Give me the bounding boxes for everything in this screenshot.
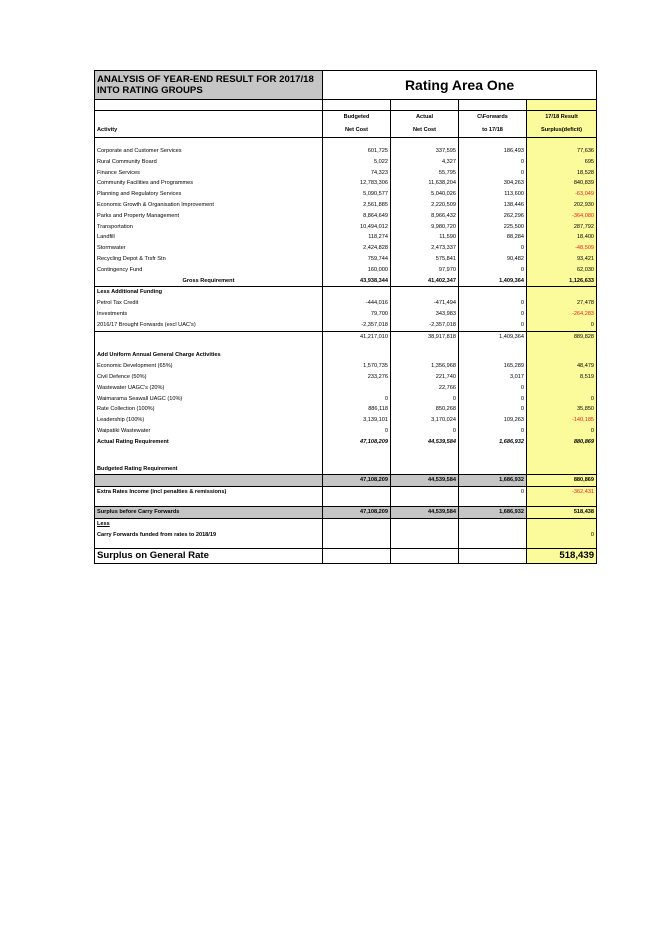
cf-value: 1,686,932 — [459, 437, 527, 448]
actual-value: 0 — [391, 394, 459, 405]
actual-value: 2,220,509 — [391, 200, 459, 211]
result-value: -140,185 — [527, 415, 597, 426]
table-row — [95, 200, 597, 211]
result-value — [527, 518, 597, 529]
table-row — [95, 254, 597, 265]
budget-value: 41,217,010 — [323, 331, 391, 342]
actual-value — [391, 464, 459, 475]
budget-value — [323, 487, 391, 498]
row-label: Surplus before Carry Forwards — [95, 506, 323, 518]
result-value: 840,839 — [527, 178, 597, 189]
result-value: 889,828 — [527, 331, 597, 342]
cf-value: 138,446 — [459, 200, 527, 211]
extra-rates-row — [95, 487, 597, 498]
row-label: Add Uniform Annual General Charge Activities — [95, 350, 323, 361]
actual-value: 11,638,204 — [391, 178, 459, 189]
actual-value: 11,590 — [391, 232, 459, 243]
row-label: Actual Rating Requirement — [95, 437, 323, 448]
result-value: 695 — [527, 157, 597, 168]
cf-value: 0 — [459, 265, 527, 276]
budget-value: 2,424,828 — [323, 243, 391, 254]
result-value: -362,431 — [527, 487, 597, 498]
funding-subtotal-row — [95, 331, 597, 342]
actual-value: 8,966,432 — [391, 211, 459, 222]
row-label: Rate Collection (100%) — [95, 404, 323, 415]
actual-value: 38,917,818 — [391, 331, 459, 342]
budgeted-rating-values-row — [95, 475, 597, 487]
result-value: 880,869 — [527, 475, 597, 487]
actual-value: 337,595 — [391, 146, 459, 157]
col-actual-1: Actual — [391, 111, 459, 125]
surplus-general-rate-row — [95, 549, 597, 564]
table-row — [95, 178, 597, 189]
result-value: 0 — [527, 530, 597, 541]
budget-value: 601,725 — [323, 146, 391, 157]
budget-value: -444,016 — [323, 298, 391, 309]
row-label: Parks and Property Management — [95, 211, 323, 222]
table-row — [95, 415, 597, 426]
budget-value: 10,494,012 — [323, 222, 391, 233]
row-label: Planning and Regulatory Services — [95, 189, 323, 200]
row-label: Budgeted Rating Requirement — [95, 464, 323, 475]
row-label: Investments — [95, 309, 323, 320]
row-label: Less Additional Funding — [95, 287, 323, 298]
gross-requirement-row — [95, 276, 597, 287]
col-result-1: 17/18 Result — [527, 111, 597, 125]
result-value: -63,049 — [527, 189, 597, 200]
table-row — [95, 146, 597, 157]
result-value: 18,528 — [527, 168, 597, 179]
col-budgeted-1: Budgeted — [323, 111, 391, 125]
actual-value: 44,539,584 — [391, 475, 459, 487]
cf-value — [459, 464, 527, 475]
result-value: 202,930 — [527, 200, 597, 211]
final-label: Surplus on General Rate — [95, 549, 323, 564]
row-label: Petrol Tax Credit — [95, 298, 323, 309]
budgeted-rating-label-row — [95, 464, 597, 475]
row-label: Leadership (100%) — [95, 415, 323, 426]
result-value — [527, 383, 597, 394]
result-value: 1,126,633 — [527, 276, 597, 287]
result-value: 0 — [527, 320, 597, 331]
actual-value — [391, 518, 459, 529]
actual-value — [391, 530, 459, 541]
cf-value: 0 — [459, 157, 527, 168]
cf-value: 113,600 — [459, 189, 527, 200]
cf-value: 88,284 — [459, 232, 527, 243]
cf-value: 262,296 — [459, 211, 527, 222]
table-row — [95, 222, 597, 233]
budget-value: 1,570,735 — [323, 361, 391, 372]
col-cf-2: to 17/18 — [459, 124, 527, 138]
cf-value: 0 — [459, 394, 527, 405]
actual-value: 221,740 — [391, 372, 459, 383]
budget-value: 47,108,209 — [323, 506, 391, 518]
actual-value — [391, 350, 459, 361]
budget-value — [323, 464, 391, 475]
result-value: 0 — [527, 426, 597, 437]
actual-value: 4,327 — [391, 157, 459, 168]
row-label: Corporate and Customer Services — [95, 146, 323, 157]
budget-value: 160,000 — [323, 265, 391, 276]
cf-value: 1,409,364 — [459, 331, 527, 342]
budget-value: 2,561,885 — [323, 200, 391, 211]
cf-value: 304,263 — [459, 178, 527, 189]
budget-value: 47,108,209 — [323, 437, 391, 448]
col-activity: Activity — [95, 124, 323, 138]
actual-value: 44,539,584 — [391, 506, 459, 518]
result-value: 93,421 — [527, 254, 597, 265]
actual-value — [391, 487, 459, 498]
actual-rating-row — [95, 437, 597, 448]
budget-value — [323, 518, 391, 529]
actual-value: 0 — [391, 426, 459, 437]
result-value: 518,438 — [527, 506, 597, 518]
budget-value: 0 — [323, 394, 391, 405]
budget-value: 118,274 — [323, 232, 391, 243]
budget-value: 0 — [323, 426, 391, 437]
row-label: Contingency Fund — [95, 265, 323, 276]
rating-area-title: Rating Area One — [323, 71, 597, 100]
table-row — [95, 320, 597, 331]
budget-value: 8,864,649 — [323, 211, 391, 222]
col-actual-2: Net Cost — [391, 124, 459, 138]
row-label: Gross Requirement — [95, 276, 323, 287]
budget-value: 3,139,101 — [323, 415, 391, 426]
row-label: Finance Services — [95, 168, 323, 179]
actual-value: 22,766 — [391, 383, 459, 394]
row-label: Recycling Depot & Trsfr Stn — [95, 254, 323, 265]
cf-value — [459, 518, 527, 529]
result-value: -364,080 — [527, 211, 597, 222]
col-cf-1: C\Forwards — [459, 111, 527, 125]
actual-value: 1,356,968 — [391, 361, 459, 372]
result-value: 287,792 — [527, 222, 597, 233]
budget-value: 43,938,344 — [323, 276, 391, 287]
cf-value: 0 — [459, 168, 527, 179]
cf-value: 186,493 — [459, 146, 527, 157]
result-value: -264,283 — [527, 309, 597, 320]
budget-value: 12,783,306 — [323, 178, 391, 189]
budget-value: 5,090,577 — [323, 189, 391, 200]
cf-value: 0 — [459, 243, 527, 254]
budget-value — [323, 350, 391, 361]
table-cell — [323, 549, 391, 564]
table-row — [95, 404, 597, 415]
report-title: ANALYSIS OF YEAR-END RESULT FOR 2017/18 INTO RATING GROUPS — [95, 71, 323, 100]
budget-value — [323, 287, 391, 298]
result-value — [527, 350, 597, 361]
result-value: 18,400 — [527, 232, 597, 243]
carry-forwards-row — [95, 530, 597, 541]
table-row — [95, 394, 597, 405]
budget-value: 47,108,209 — [323, 475, 391, 487]
budget-value: 74,323 — [323, 168, 391, 179]
result-value: 62,030 — [527, 265, 597, 276]
actual-value: 9,980,720 — [391, 222, 459, 233]
row-label: Waimarama Seawall UAGC (10%) — [95, 394, 323, 405]
cf-value: 109,263 — [459, 415, 527, 426]
table-row — [95, 298, 597, 309]
actual-value: 44,539,584 — [391, 437, 459, 448]
budget-value: 5,022 — [323, 157, 391, 168]
budget-value: 233,276 — [323, 372, 391, 383]
cf-value — [459, 350, 527, 361]
final-result: 518,439 — [527, 549, 597, 564]
row-label: Economic Development (65%) — [95, 361, 323, 372]
cf-value: 1,409,364 — [459, 276, 527, 287]
row-label: Stormwater — [95, 243, 323, 254]
budget-value — [323, 530, 391, 541]
table-row — [95, 309, 597, 320]
budget-value: 759,744 — [323, 254, 391, 265]
actual-value: 97,970 — [391, 265, 459, 276]
surplus-before-row — [95, 506, 597, 518]
row-label: Waipatiki Wastewater — [95, 426, 323, 437]
result-value: 27,478 — [527, 298, 597, 309]
table-cell — [391, 549, 459, 564]
table-row — [95, 372, 597, 383]
result-value: 0 — [527, 394, 597, 405]
table-row — [95, 265, 597, 276]
cf-value: 225,500 — [459, 222, 527, 233]
cf-value — [459, 287, 527, 298]
actual-value — [391, 287, 459, 298]
row-label — [95, 331, 323, 342]
table-row — [95, 383, 597, 394]
row-label: Rural Community Board — [95, 157, 323, 168]
carry-less-row — [95, 518, 597, 529]
cf-value: 0 — [459, 309, 527, 320]
table-cell — [459, 549, 527, 564]
table-row — [95, 211, 597, 222]
table-row — [95, 243, 597, 254]
table-row — [95, 189, 597, 200]
result-value: 35,850 — [527, 404, 597, 415]
cf-value: 0 — [459, 487, 527, 498]
cf-value: 1,686,932 — [459, 506, 527, 518]
result-value — [527, 287, 597, 298]
cf-value: 0 — [459, 383, 527, 394]
budget-value: 886,118 — [323, 404, 391, 415]
actual-value: 575,841 — [391, 254, 459, 265]
actual-value: 2,473,337 — [391, 243, 459, 254]
row-label: 2016/17 Brought Forwards (excl UAC's) — [95, 320, 323, 331]
less-funding-heading — [95, 287, 597, 298]
budget-value: 79,700 — [323, 309, 391, 320]
cf-value: 0 — [459, 404, 527, 415]
result-value: -48,509 — [527, 243, 597, 254]
table-row — [95, 168, 597, 179]
result-value: 48,479 — [527, 361, 597, 372]
uagc-heading — [95, 350, 597, 361]
actual-value: -2,357,018 — [391, 320, 459, 331]
row-label: Extra Rates Income (incl penalties & remissions) — [95, 487, 323, 498]
actual-value: 3,170,024 — [391, 415, 459, 426]
result-value — [527, 464, 597, 475]
cf-value — [459, 530, 527, 541]
actual-value: 5,040,026 — [391, 189, 459, 200]
cf-value: 3,017 — [459, 372, 527, 383]
cf-value: 0 — [459, 320, 527, 331]
result-value: 880,869 — [527, 437, 597, 448]
table-row — [95, 232, 597, 243]
actual-value: 55,795 — [391, 168, 459, 179]
actual-value: 343,983 — [391, 309, 459, 320]
row-label: Landfill — [95, 232, 323, 243]
row-label: Civil Defence (50%) — [95, 372, 323, 383]
row-label — [95, 475, 323, 487]
table-row — [95, 361, 597, 372]
cf-value: 90,482 — [459, 254, 527, 265]
col-result-2: Surplus(deficit) — [527, 124, 597, 138]
cf-value: 1,686,932 — [459, 475, 527, 487]
row-label: Transportation — [95, 222, 323, 233]
table-row — [95, 157, 597, 168]
cf-value: 165,289 — [459, 361, 527, 372]
cf-value: 0 — [459, 298, 527, 309]
row-label: Economic Growth & Organisation Improvement — [95, 200, 323, 211]
result-value: 8,519 — [527, 372, 597, 383]
budget-value — [323, 383, 391, 394]
actual-value: -471,494 — [391, 298, 459, 309]
budget-value: -2,357,018 — [323, 320, 391, 331]
table-row — [95, 426, 597, 437]
result-value: 77,636 — [527, 146, 597, 157]
row-label: Carry Forwards funded from rates to 2018/19 — [95, 530, 323, 541]
rating-analysis-table — [94, 70, 597, 564]
actual-value: 41,402,347 — [391, 276, 459, 287]
cf-value: 0 — [459, 426, 527, 437]
actual-value: 850,268 — [391, 404, 459, 415]
row-label: Wastewater UAGC's (20%) — [95, 383, 323, 394]
row-label: Community Facilities and Programmes — [95, 178, 323, 189]
col-budgeted-2: Net Cost — [323, 124, 391, 138]
row-label: Less — [95, 518, 323, 529]
